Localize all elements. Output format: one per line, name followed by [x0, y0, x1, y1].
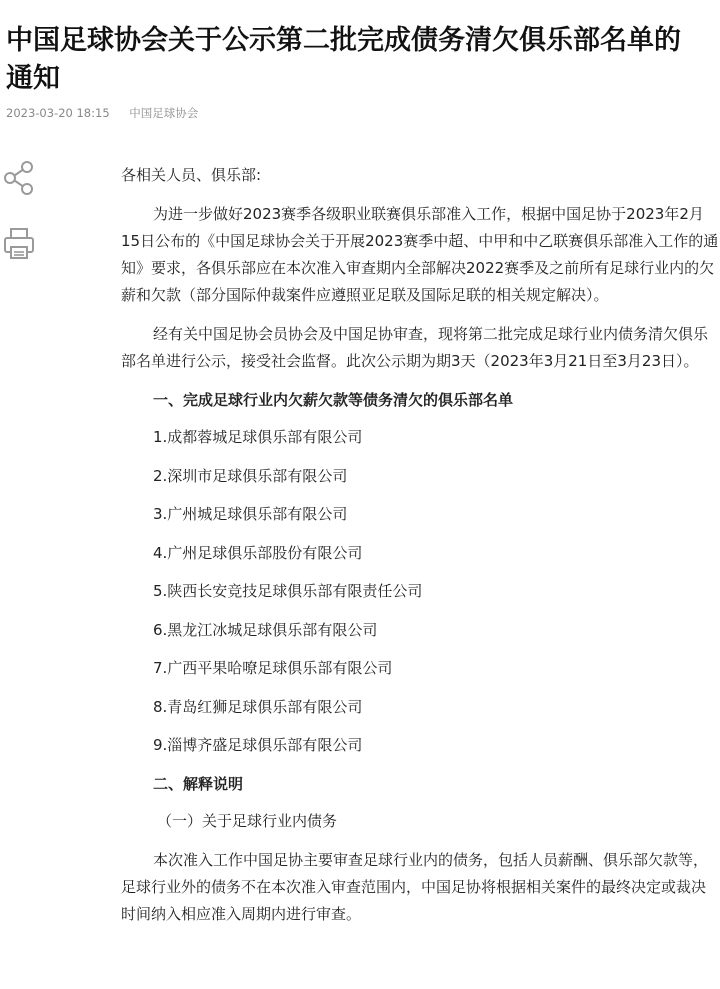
club-list-item: 3.广州城足球俱乐部有限公司: [153, 505, 348, 523]
subsection-heading-debts: （一）关于足球行业内债务: [157, 811, 338, 830]
section-heading-explanation: 二、解释说明: [153, 774, 244, 793]
article-meta: [6, 105, 198, 121]
club-list-item: 8.青岛红狮足球俱乐部有限公司: [153, 697, 363, 716]
article-body: [121, 162, 719, 940]
paragraph-intro: 为进一步做好2023赛季各级职业联赛俱乐部准入工作，根据中国足协于2023年2月15日公布的《中国足球协会关于开展2023赛季中超、中甲和中乙联赛俱乐部准入工作的通知》要求，各俱乐部应在本次准入审查期内全部解决2022赛季及之前所有足球行业内的欠薪和欠款（部分国际仲裁案件应遵照亚足联及国际足联的相关规定解决）。: [121, 205, 719, 304]
paragraph-announcement: 经有关中国足协会员协会及中国足协审查，现将第二批完成足球行业内债务清欠俱乐部名单进行公示，接受社会监督。此次公示期为期3天（2023年3月21日至3月23日）。: [121, 325, 709, 370]
club-list-item: 2.深圳市足球俱乐部有限公司: [153, 466, 348, 485]
publish-datetime: 2023-03-20 18:15: [6, 106, 110, 120]
article-title: 中国足球协会关于公示第二批完成债务清欠俱乐部名单的通知: [6, 25, 681, 94]
club-list-item: 9.淄博齐盛足球俱乐部有限公司: [153, 736, 363, 754]
article-source[interactable]: 中国足球协会: [129, 106, 199, 120]
share-icon[interactable]: [2, 160, 36, 196]
club-list-item: 7.广西平果哈嘹足球俱乐部有限公司: [153, 659, 393, 677]
print-icon[interactable]: [2, 226, 36, 262]
club-list-item: 4.广州足球俱乐部股份有限公司: [153, 543, 363, 562]
club-list-item: 5.陕西长安竞技足球俱乐部有限责任公司: [153, 582, 423, 600]
section-heading-club-list: 一、完成足球行业内欠薪欠款等债务清欠的俱乐部名单: [153, 391, 514, 409]
club-list-item: 6.黑龙江冰城足球俱乐部有限公司: [153, 620, 378, 639]
paragraph-debt-scope: 本次准入工作中国足协主要审查足球行业内的债务，包括人员薪酬、俱乐部欠款等，足球行业外的债务不在本次准入审查范围内，中国足协将根据相关案件的最终决定或裁决时间纳入相应准入周期内进行审查。: [121, 850, 709, 923]
greeting: 各相关人员、俱乐部:: [121, 166, 262, 184]
club-list-item: 1.成都蓉城足球俱乐部有限公司: [153, 428, 363, 446]
